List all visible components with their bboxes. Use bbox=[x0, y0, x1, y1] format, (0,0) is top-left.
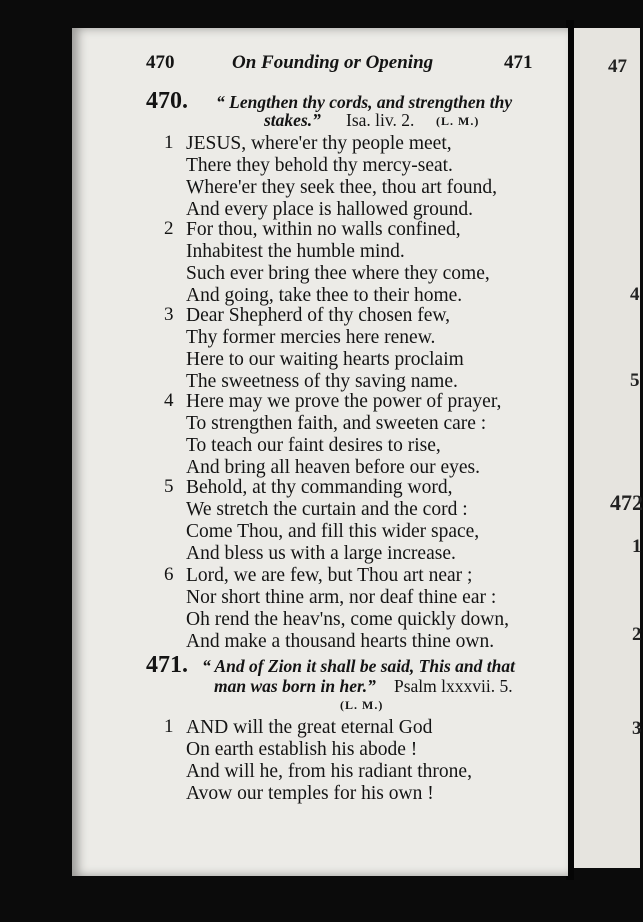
scripture-text: “ And of Zion it shall be said, This and that bbox=[202, 656, 515, 676]
stanza-number: 2 bbox=[164, 218, 174, 239]
hymn-number: 470. bbox=[146, 88, 188, 114]
verse-line: Here may we prove the power of prayer, bbox=[186, 391, 502, 412]
stanza-number: 1 bbox=[164, 716, 174, 737]
stanza-number: 3 bbox=[164, 304, 174, 325]
verse-line: And going, take thee to their home. bbox=[186, 285, 463, 306]
verse-line: JESUS, where'er thy people meet, bbox=[186, 133, 452, 154]
scripture-text-cont: stakes.” bbox=[264, 110, 321, 130]
facing-stanza-number: 1 bbox=[632, 536, 642, 557]
verse-line: Come Thou, and fill this wider space, bbox=[186, 521, 480, 542]
verse-line: We stretch the curtain and the cord : bbox=[186, 499, 468, 520]
verse-line: And bless us with a large increase. bbox=[186, 543, 456, 564]
verse-line: And make a thousand hearts thine own. bbox=[186, 631, 495, 652]
verse-line: Oh rend the heav'ns, come quickly down, bbox=[186, 609, 510, 630]
verse-line: Dear Shepherd of thy chosen few, bbox=[186, 305, 451, 326]
running-header bbox=[72, 52, 568, 76]
stanza-number: 6 bbox=[164, 564, 174, 585]
facing-page-number: 47 bbox=[608, 56, 627, 77]
scripture-text: “ Lengthen thy cords, and strengthen thy bbox=[216, 92, 513, 112]
verse-line: Behold, at thy commanding word, bbox=[186, 477, 453, 498]
facing-stanza-number: 5 bbox=[630, 370, 640, 391]
hymn-number: 471. bbox=[146, 652, 188, 678]
verse-line: Lord, we are few, but Thou art near ; bbox=[186, 565, 473, 586]
verse-line: And will he, from his radiant throne, bbox=[186, 761, 472, 782]
page-number-right: 471 bbox=[504, 52, 533, 73]
verse-line: Avow our temples for his own ! bbox=[186, 783, 434, 804]
verse-line: Where'er they seek thee, thou art found, bbox=[186, 177, 498, 198]
verse-line: There they behold thy mercy-seat. bbox=[186, 155, 453, 176]
book-page bbox=[72, 28, 568, 876]
verse-line: Such ever bring thee where they come, bbox=[186, 263, 490, 284]
scripture-citation: Psalm lxxxvii. 5. bbox=[394, 676, 513, 696]
meter-label: (L. M.) bbox=[340, 698, 384, 712]
verse-line: Inhabitest the humble mind. bbox=[186, 241, 405, 262]
verse-line: And every place is hallowed ground. bbox=[186, 199, 473, 220]
scripture-citation: Isa. liv. 2. bbox=[346, 110, 415, 130]
verse-line: And bring all heaven before our eyes. bbox=[186, 457, 481, 478]
verse-line: For thou, within no walls confined, bbox=[186, 219, 461, 240]
scripture-text-cont: man was born in her.” bbox=[214, 676, 376, 696]
page-title: On Founding or Opening bbox=[232, 52, 434, 73]
verse-line: To teach our faint desires to rise, bbox=[186, 435, 441, 456]
stanza-number: 1 bbox=[164, 132, 174, 153]
meter-label: (L. M.) bbox=[436, 114, 480, 128]
facing-stanza-number: 2 bbox=[632, 624, 642, 645]
facing-page-edge bbox=[574, 28, 643, 868]
stanza-number: 4 bbox=[164, 390, 174, 411]
stanza-number: 5 bbox=[164, 476, 174, 497]
verse-line: To strengthen faith, and sweeten care : bbox=[186, 413, 487, 434]
facing-hymn-number: 472 bbox=[610, 490, 643, 515]
facing-stanza-number: 3 bbox=[632, 718, 642, 739]
verse-line: On earth establish his abode ! bbox=[186, 739, 418, 760]
page-number-left: 470 bbox=[146, 52, 175, 73]
verse-line: The sweetness of thy saving name. bbox=[186, 371, 458, 392]
verse-line: AND will the great eternal God bbox=[186, 717, 433, 738]
facing-stanza-number: 4 bbox=[630, 284, 640, 305]
verse-line: Here to our waiting hearts proclaim bbox=[186, 349, 464, 370]
verse-line: Thy former mercies here renew. bbox=[186, 327, 436, 348]
verse-line: Nor short thine arm, nor deaf thine ear : bbox=[186, 587, 497, 608]
